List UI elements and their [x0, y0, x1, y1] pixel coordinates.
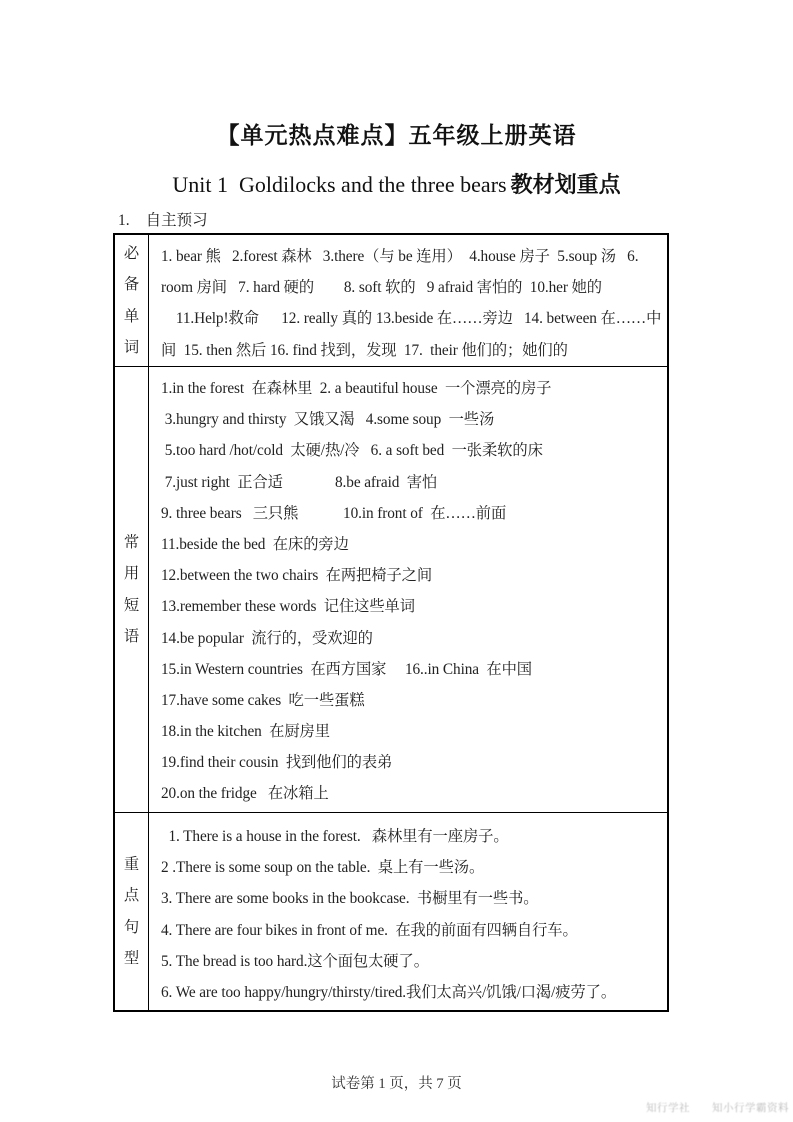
content-line: 1.in the forest 在森林里 2. a beautiful house 一个漂亮的房子: [161, 380, 552, 397]
content-line: 9. three bears 三只熊 10.in front of 在……前面: [161, 504, 507, 522]
content-line: 1. There is a house in the forest. 森林里有一座房子。: [161, 828, 509, 845]
page-footer: 试卷第 1 页，共 7 页: [331, 1076, 462, 1092]
row-label-cell-sentences: [115, 813, 149, 1010]
row-label-cell-phrases: [115, 367, 149, 812]
content-line: 3.hungry and thirsty 又饿又渴 4.some soup 一些汤: [161, 411, 495, 429]
content-line: 2 .There is some soup on the table. 桌上有一些汤。: [161, 859, 485, 877]
row-content-sentences: [149, 813, 667, 1010]
table-row-sentences: [115, 812, 667, 1010]
content-line: 3. There are some books in the bookcase. 书橱里有一些书。: [161, 890, 539, 908]
content-line: 12.between the two chairs 在两把椅子之间: [161, 567, 433, 585]
content-line: 20.on the fridge 在冰箱上: [161, 785, 329, 803]
content-line: room 房间 7. hard 硬的 8. soft 软的 9 afraid 害怕的 10.her 她的: [161, 279, 602, 297]
content-line: 15.in Western countries 在西方国家 16..in China 在中国: [161, 660, 533, 678]
page-title: 【单元热点难点】五年级上册英语: [216, 122, 577, 148]
content-line: 13.remember these words 记住这些单词: [161, 598, 415, 616]
study-table: [113, 233, 669, 1012]
row-label-phrases: 常用短语: [123, 533, 140, 645]
content-line: 11.beside the bed 在床的旁边: [161, 535, 349, 553]
row-label-words: 必备单词: [123, 244, 140, 356]
row-content-phrases: [149, 367, 667, 812]
content-line: 7.just right 正合适 8.be afraid 害怕: [161, 473, 438, 491]
content-line: 5.too hard /hot/cold 太硬/热/冷 6. a soft bed 一张柔软的床: [161, 442, 543, 460]
content-line: 6. We are too happy/hungry/thirsty/tired.我们太高兴/饥饿/口渴/疲劳了。: [161, 983, 617, 1001]
content-line: 18.in the kitchen 在厨房里: [161, 723, 330, 741]
table-row-phrases: [115, 366, 667, 812]
content-line: 17.have some cakes 吃一些蛋糕: [161, 691, 365, 709]
content-line: 1. bear 熊 2.forest 森林 3.there（与 be 连用） 4.house 房子 5.soup 汤 6.: [161, 248, 639, 265]
subtitle-english: Unit 1 Goldilocks and the three bears: [172, 172, 507, 197]
page-subtitle: [0, 168, 793, 199]
content-line: 间 15. then 然后 16. find 找到，发现 17. their 他们的；她们的: [161, 341, 568, 359]
subtitle-chinese: 教材划重点: [510, 172, 621, 197]
content-line: 4. There are four bikes in front of me. 在我的前面有四辆自行车。: [161, 921, 578, 939]
content-line: 14.be popular 流行的，受欢迎的: [161, 629, 373, 647]
section-title: 自主预习: [145, 212, 208, 229]
content-line: 11.Help!救命 12. really 真的 13.beside 在……旁边 14. between 在……中: [161, 310, 662, 328]
content-line: 19.find their cousin 找到他们的表弟: [161, 754, 393, 772]
section-heading: [118, 208, 208, 230]
row-content-words: [149, 235, 667, 366]
watermark: 知行学社 知小行学霸资料: [646, 1102, 789, 1114]
row-label-sentences: 重点句型: [123, 855, 140, 967]
section-number: 1.: [118, 212, 130, 229]
table-row-words: [115, 235, 667, 366]
content-line: 5. The bread is too hard.这个面包太硬了。: [161, 952, 429, 970]
row-label-cell-words: [115, 235, 149, 366]
